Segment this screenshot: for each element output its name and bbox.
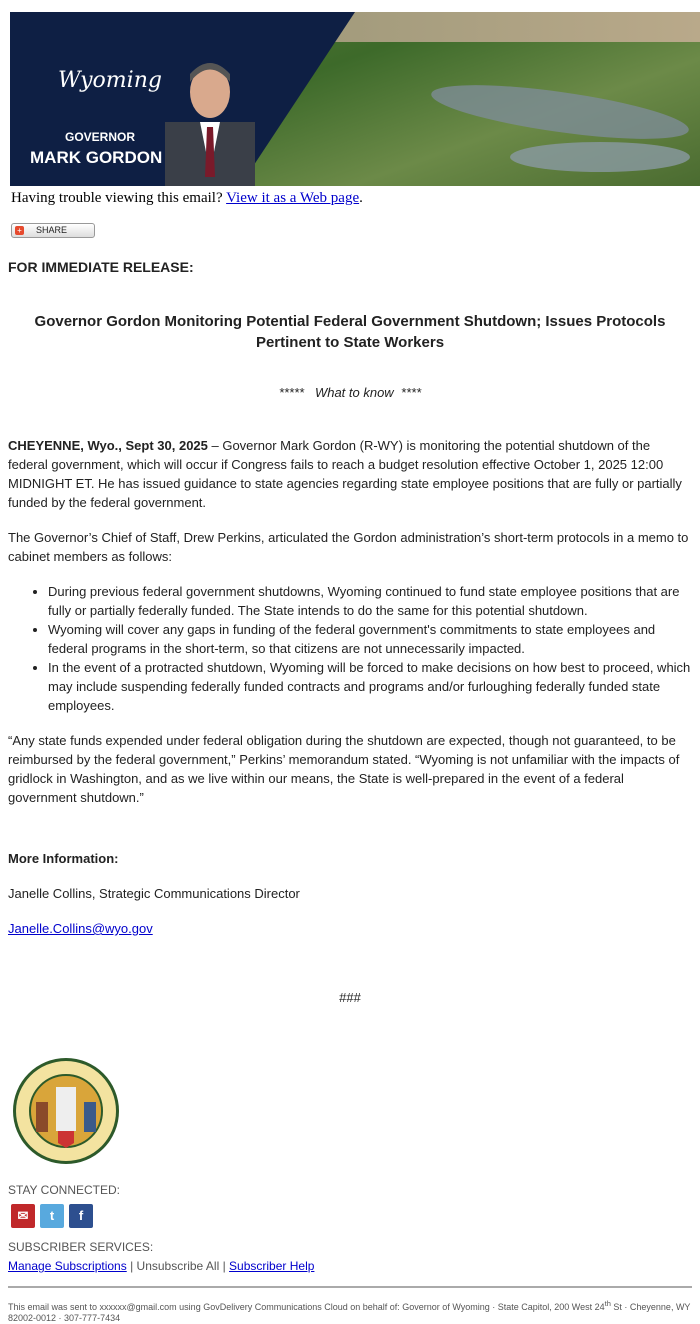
governor-portrait <box>160 52 260 186</box>
list-item: • During previous federal government shutdowns, Wyoming continued to fund state employee positions that are fully or partially federally funded. The State intends to do the same for this potential shutdown. <box>48 582 692 620</box>
manage-subscriptions-link[interactable]: Manage Subscriptions <box>8 1259 127 1273</box>
release-label: FOR IMMEDIATE RELEASE: <box>8 259 194 275</box>
header-banner <box>10 12 700 186</box>
unsubscribe-all-link[interactable]: Unsubscribe All <box>136 1259 220 1273</box>
share-button[interactable]: + SHARE <box>11 223 95 238</box>
twitter-icon[interactable]: t <box>40 1204 64 1228</box>
subscriber-services-label: SUBSCRIBER SERVICES: <box>8 1240 154 1254</box>
end-mark: ### <box>339 990 361 1005</box>
wyoming-state-seal <box>12 1057 120 1165</box>
body-paragraph-2: The Governor’s Chief of Staff, Drew Perkins, articulated the Gordon administration’s short-term protocols in a memo to cabinet members as follows: <box>8 530 689 564</box>
governor-name: MARK GORDON <box>30 148 163 167</box>
stay-connected-label: STAY CONNECTED: <box>8 1183 121 1197</box>
facebook-icon[interactable]: f <box>69 1204 93 1228</box>
email-updates-icon[interactable]: ✉ <box>11 1204 35 1228</box>
wyoming-logo: Wyoming <box>58 68 162 93</box>
what-to-know-heading: ***** What to know **** <box>278 385 422 400</box>
body-paragraph-3: “Any state funds expended under federal obligation during the shutdown are expected, though not guaranteed, to be reimbursed by the federal government,” Perkins’ memorandum stated. “Wyoming is not unfamiliar with the impacts of gridlock in Washington, and as we live within our means, the State is well-prepared in the event of a federal government shutdown.” <box>8 733 680 805</box>
list-item: • In the event of a protracted shutdown, Wyoming will be forced to make decisions on how best to proceed, which may include suspending federally funded contracts and programs and/or furloughing federally funded state employees. <box>48 658 692 715</box>
view-web-page-link[interactable]: View it as a Web page <box>226 190 360 206</box>
more-info-heading: More Information: <box>8 851 119 866</box>
press-release-title: Governor Gordon Monitoring Potential Federal Government Shutdown; Issues Protocols Pertinent to State Workers <box>34 313 666 351</box>
footer-text: This email was sent to xxxxxx@gmail.com using GovDelivery Communications Cloud on behalf of: Governor of Wyoming · State Capitol, 200 West 24th St · Cheyenne, WY 82002-0012 · 307-777-7434 <box>8 1299 691 1323</box>
dateline: CHEYENNE, Wyo., Sept 30, 2025 <box>8 438 208 453</box>
protocol-list <box>8 582 692 715</box>
contact-name: Janelle Collins, Strategic Communications Director <box>8 886 300 901</box>
body-paragraph-1: CHEYENNE, Wyo., Sept 30, 2025 – Governor Mark Gordon (R-WY) is monitoring the potential shutdown of the federal government, which will occur if Congress fails to reach a budget resolution effective October 1, 2025 12:00 MIDNIGHT ET. He has issued guidance to state agencies regarding state employee positions that are fully or partially funded by the federal government. <box>8 438 682 510</box>
list-item: • Wyoming will cover any gaps in funding of the federal government's commitments to state employees and federal programs in the short-term, so that citizens are not unnecessarily impacted. <box>48 620 692 658</box>
view-online-notice: Having trouble viewing this email? View it as a Web page. <box>11 190 363 206</box>
contact-email-link[interactable]: Janelle.Collins@wyo.gov <box>8 921 153 936</box>
governor-label: GOVERNOR <box>65 130 136 144</box>
plus-icon: + <box>15 226 24 235</box>
subscriber-help-link[interactable]: Subscriber Help <box>229 1259 315 1273</box>
footer-divider <box>8 1286 692 1288</box>
